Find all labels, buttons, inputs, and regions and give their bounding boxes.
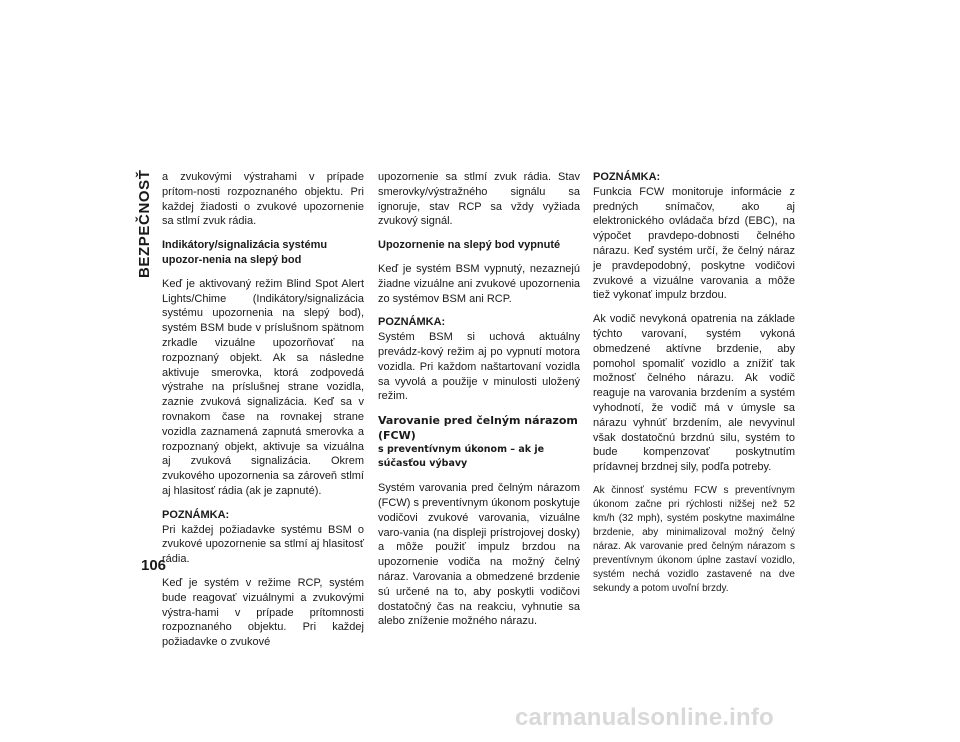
section-heading-line1: Varovanie pred čelným nárazom (FCW) [378,414,578,443]
note-title: POZNÁMKA: [162,508,230,521]
note-text: Funkcia FCW monitoruje informácie z predných snímačov, ako aj elektronického ovládača bŕzd (EBC), na výpočet pravdepo-dobnosti čelného nárazu. Keď systém určí, že čelný náraz je pravdepodobný, poskytne vodičovi zvukové a vizuálne varovania a môže tiež vykonať impulz brzdou. [593,185,795,302]
subheading-blind-spot-indicators: Indikátory/signalizácia systému upozor-nenia na slepý bod [162,239,328,266]
note-title: POZNÁMKA: [378,316,446,329]
watermark: carmanualsonline.info [515,704,774,731]
paragraph: Keď je systém v režime RCP, systém bude reagovať vizuálnymi a zvukovými výstra-hami v prípade prítomnosti rozpoznaného objektu. Pri každej požiadavke o zvukové [162,576,364,649]
paragraph-small: Ak činnosť systému FCW s preventívnym úkonom začne pri rýchlosti nižšej než 52 km/h (32 mph), systém poskytne maximálne brzdenie, aby minimalizoval možný čelný náraz. Ak varovanie pred čelným nárazom s preventívnym úkonom úplne zastaví vozidlo, systém nechá vozidlo zastavené na dve sekundy a potom uvoľní brzdy. [593,484,795,594]
note-title: POZNÁMKA: [593,171,661,183]
column-right [593,170,795,605]
subheading-blind-spot-off: Upozornenie na slepý bod vypnuté [378,239,561,252]
page-number: 106 [141,557,167,574]
paragraph: Ak vodič nevykoná opatrenia na základe týchto varovaní, systém vykoná obmedzené aktívne brzdenie, aby pomohol spomaliť vozidlo a znížiť tak možnosť čelného nárazu. Ak vodič reaguje na varovania brzdením a systém vyhodnotí, že vodič má v úmysle sa nárazu vyhnúť brzdením, ale nevyvinul však dostatočnú brzdnú silu, systém to bude kompenzovať poskytnutím prídavnej brzdnej sily, podľa potreby. [593,313,795,474]
note-text: Pri každej požiadavke systému BSM o zvukové upozornenie sa stlmí aj hlasitosť rádia. [162,523,364,566]
section-title-vertical: BEZPEČNOSŤ [136,169,153,278]
paragraph: Keď je aktivovaný režim Blind Spot Alert Lights/Chime (Indikátory/signalizácia systému upozornenia na slepý bod), systém BSM bude v príslušnom spätnom zrkadle vizuálne upozorňovať na rozpoznaný objekt. Ak sa následne aktivuje smerovka, ktorá zodpovedá výstrahe na príslušnej strane vozidla, zaznie zvuková signalizácia. Keď sa v rovnakom čase na rovnakej strane vozidla zaznamená zapnutá smerovka a rozpoznaný objekt, aktivuje sa vizuálna aj zvuková signalizácia. Okrem zvukového upozornenia sa zároveň stlmí aj hlasitosť rádia (ak je zapnuté). [162,277,364,497]
paragraph: a zvukovými výstrahami v prípade prítom-nosti rozpoznaného objektu. Pri každej žiadosti o zvukové upozornenie sa stlmí zvuk rádia. [162,171,364,228]
section-heading-line2: s preventívnym úkonom – ak je súčasťou výbavy [378,444,545,470]
paragraph: upozornenie sa stlmí zvuk rádia. Stav smerovky/výstražného signálu sa ignoruje, stav RCP sa vždy vyžiada zvukový signál. [378,171,580,228]
paragraph: Keď je systém BSM vypnutý, nezaznejú žiadne vizuálne ani zvukové upozornenia zo systémov BSM ani RCP. [378,262,580,305]
paragraph: Systém varovania pred čelným nárazom (FCW) s preventívnym úkonom poskytuje vodičovi zvukové varovania, vizuálne varo-vania (na displeji prístrojovej dosky) a môže použiť impulz brzdou na upozornenie vodiča na možný čelný náraz. Varovania a obmedzené brzdenie sú určené na to, aby poskytli vodičovi dostatočný čas na reakciu, vyhnutie sa alebo zníženie možného nárazu. [378,482,580,628]
column-left [162,170,364,659]
column-middle [378,170,580,638]
note-text: Systém BSM si uchová aktuálny prevádz-kový režim aj po vypnutí motora vozidla. Pri každom naštartovaní vozidla sa vyvolá a použije v minulosti uložený režim. [378,331,580,403]
section-heading-fcw [378,413,580,471]
